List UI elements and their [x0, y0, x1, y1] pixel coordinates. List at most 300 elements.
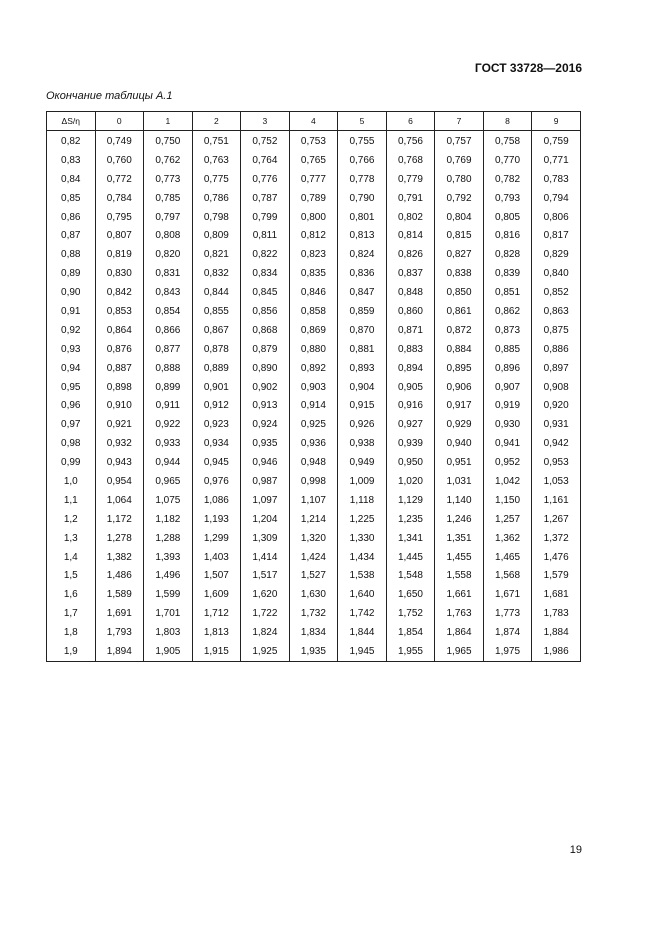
table-cell: 0,885 — [483, 340, 532, 359]
row-key-cell: 1,4 — [47, 548, 96, 567]
table-row — [47, 415, 581, 434]
table-cell: 1,650 — [386, 585, 435, 604]
table-row — [47, 264, 581, 283]
table-cell: 1,031 — [435, 472, 484, 491]
table-cell: 0,926 — [338, 415, 387, 434]
table-cell: 0,780 — [435, 170, 484, 189]
table-cell: 0,889 — [192, 359, 241, 378]
table-cell: 1,834 — [289, 623, 338, 642]
table-cell: 0,791 — [386, 189, 435, 208]
table-cell: 1,884 — [532, 623, 581, 642]
row-key-cell: 0,99 — [47, 453, 96, 472]
table-cell: 0,814 — [386, 226, 435, 245]
table-cell: 0,898 — [95, 378, 144, 397]
table-cell: 1,691 — [95, 604, 144, 623]
table-cell: 0,768 — [386, 151, 435, 170]
table-cell: 1,075 — [144, 491, 193, 510]
table-cell: 0,888 — [144, 359, 193, 378]
table-cell: 0,766 — [338, 151, 387, 170]
table-cell: 1,214 — [289, 510, 338, 529]
table-cell: 0,751 — [192, 131, 241, 151]
table-cell: 1,086 — [192, 491, 241, 510]
table-cell: 1,107 — [289, 491, 338, 510]
table-cell: 0,762 — [144, 151, 193, 170]
table-cell: 1,257 — [483, 510, 532, 529]
table-row — [47, 321, 581, 340]
table-cell: 0,824 — [338, 245, 387, 264]
table-cell: 1,538 — [338, 566, 387, 585]
table-cell: 0,821 — [192, 245, 241, 264]
column-header: 5 — [338, 112, 387, 131]
table-cell: 0,859 — [338, 302, 387, 321]
table-cell: 1,341 — [386, 529, 435, 548]
table-cell: 1,118 — [338, 491, 387, 510]
table-cell: 1,455 — [435, 548, 484, 567]
table-cell: 1,579 — [532, 566, 581, 585]
table-cell: 1,465 — [483, 548, 532, 567]
table-cell: 0,835 — [289, 264, 338, 283]
table-cell: 0,813 — [338, 226, 387, 245]
table-row — [47, 208, 581, 227]
table-cell: 1,393 — [144, 548, 193, 567]
table-cell: 1,609 — [192, 585, 241, 604]
table-cell: 0,924 — [241, 415, 290, 434]
data-table — [46, 111, 581, 662]
table-cell: 0,802 — [386, 208, 435, 227]
table-cell: 1,661 — [435, 585, 484, 604]
table-cell: 0,949 — [338, 453, 387, 472]
table-cell: 0,877 — [144, 340, 193, 359]
table-cell: 1,955 — [386, 642, 435, 661]
row-key-cell: 0,92 — [47, 321, 96, 340]
table-cell: 1,204 — [241, 510, 290, 529]
table-cell: 1,975 — [483, 642, 532, 661]
column-header: 6 — [386, 112, 435, 131]
table-cell: 0,785 — [144, 189, 193, 208]
row-key-cell: 0,86 — [47, 208, 96, 227]
table-cell: 0,792 — [435, 189, 484, 208]
table-cell: 1,945 — [338, 642, 387, 661]
table-cell: 0,948 — [289, 453, 338, 472]
table-cell: 0,941 — [483, 434, 532, 453]
table-cell: 0,871 — [386, 321, 435, 340]
table-cell: 0,847 — [338, 283, 387, 302]
table-cell: 1,925 — [241, 642, 290, 661]
table-cell: 0,875 — [532, 321, 581, 340]
table-cell: 1,182 — [144, 510, 193, 529]
table-cell: 1,434 — [338, 548, 387, 567]
table-cell: 0,812 — [289, 226, 338, 245]
table-cell: 1,330 — [338, 529, 387, 548]
table-cell: 0,998 — [289, 472, 338, 491]
table-cell: 1,712 — [192, 604, 241, 623]
table-cell: 1,752 — [386, 604, 435, 623]
table-cell: 0,805 — [483, 208, 532, 227]
table-cell: 0,838 — [435, 264, 484, 283]
table-row — [47, 623, 581, 642]
table-cell: 0,930 — [483, 415, 532, 434]
table-cell: 1,414 — [241, 548, 290, 567]
table-cell: 0,933 — [144, 434, 193, 453]
table-cell: 0,920 — [532, 396, 581, 415]
table-row — [47, 378, 581, 397]
table-cell: 0,950 — [386, 453, 435, 472]
table-cell: 0,840 — [532, 264, 581, 283]
table-cell: 0,816 — [483, 226, 532, 245]
row-key-cell: 1,7 — [47, 604, 96, 623]
table-cell: 0,905 — [386, 378, 435, 397]
table-cell: 0,831 — [144, 264, 193, 283]
table-cell: 0,756 — [386, 131, 435, 151]
table-cell: 0,903 — [289, 378, 338, 397]
table-row — [47, 302, 581, 321]
table-cell: 1,476 — [532, 548, 581, 567]
table-cell: 0,822 — [241, 245, 290, 264]
table-row — [47, 510, 581, 529]
table-cell: 1,278 — [95, 529, 144, 548]
table-cell: 0,868 — [241, 321, 290, 340]
table-cell: 1,362 — [483, 529, 532, 548]
table-cell: 0,904 — [338, 378, 387, 397]
table-cell: 0,848 — [386, 283, 435, 302]
table-cell: 0,870 — [338, 321, 387, 340]
table-cell: 0,873 — [483, 321, 532, 340]
table-cell: 0,778 — [338, 170, 387, 189]
table-cell: 0,799 — [241, 208, 290, 227]
table-cell: 0,925 — [289, 415, 338, 434]
table-cell: 0,915 — [338, 396, 387, 415]
table-cell: 0,853 — [95, 302, 144, 321]
table-cell: 0,823 — [289, 245, 338, 264]
table-cell: 0,944 — [144, 453, 193, 472]
table-cell: 1,965 — [435, 642, 484, 661]
table-cell: 0,892 — [289, 359, 338, 378]
row-key-cell: 0,91 — [47, 302, 96, 321]
table-cell: 1,235 — [386, 510, 435, 529]
table-cell: 0,942 — [532, 434, 581, 453]
table-cell: 0,945 — [192, 453, 241, 472]
table-cell: 0,752 — [241, 131, 290, 151]
table-cell: 1,496 — [144, 566, 193, 585]
table-cell: 0,801 — [338, 208, 387, 227]
table-cell: 0,851 — [483, 283, 532, 302]
table-body — [47, 131, 581, 662]
table-cell: 0,887 — [95, 359, 144, 378]
table-cell: 0,879 — [241, 340, 290, 359]
table-cell: 0,863 — [532, 302, 581, 321]
table-cell: 1,935 — [289, 642, 338, 661]
table-cell: 0,842 — [95, 283, 144, 302]
row-key-cell: 0,88 — [47, 245, 96, 264]
table-cell: 1,288 — [144, 529, 193, 548]
table-cell: 0,917 — [435, 396, 484, 415]
table-cell: 0,771 — [532, 151, 581, 170]
table-cell: 0,921 — [95, 415, 144, 434]
corner-header: ΔS/η — [47, 112, 96, 131]
table-cell: 1,267 — [532, 510, 581, 529]
table-cell: 1,793 — [95, 623, 144, 642]
table-cell: 0,935 — [241, 434, 290, 453]
row-key-cell: 0,94 — [47, 359, 96, 378]
table-row — [47, 529, 581, 548]
table-cell: 1,129 — [386, 491, 435, 510]
table-cell: 0,843 — [144, 283, 193, 302]
table-cell: 0,764 — [241, 151, 290, 170]
column-header: 1 — [144, 112, 193, 131]
table-cell: 1,671 — [483, 585, 532, 604]
table-cell: 0,880 — [289, 340, 338, 359]
table-cell: 1,986 — [532, 642, 581, 661]
table-cell: 0,798 — [192, 208, 241, 227]
table-row — [47, 283, 581, 302]
table-cell: 1,382 — [95, 548, 144, 567]
table-cell: 0,790 — [338, 189, 387, 208]
row-key-cell: 0,90 — [47, 283, 96, 302]
row-key-cell: 1,1 — [47, 491, 96, 510]
table-cell: 1,372 — [532, 529, 581, 548]
table-cell: 0,901 — [192, 378, 241, 397]
table-cell: 0,763 — [192, 151, 241, 170]
table-cell: 1,894 — [95, 642, 144, 661]
table-cell: 0,881 — [338, 340, 387, 359]
table-cell: 0,845 — [241, 283, 290, 302]
table-cell: 0,895 — [435, 359, 484, 378]
table-cell: 0,876 — [95, 340, 144, 359]
table-row — [47, 472, 581, 491]
table-cell: 0,908 — [532, 378, 581, 397]
table-cell: 0,854 — [144, 302, 193, 321]
table-cell: 0,934 — [192, 434, 241, 453]
table-cell: 0,855 — [192, 302, 241, 321]
row-key-cell: 0,93 — [47, 340, 96, 359]
table-cell: 0,953 — [532, 453, 581, 472]
table-cell: 0,965 — [144, 472, 193, 491]
table-cell: 1,620 — [241, 585, 290, 604]
table-cell: 0,927 — [386, 415, 435, 434]
table-cell: 0,894 — [386, 359, 435, 378]
table-cell: 0,786 — [192, 189, 241, 208]
table-cell: 0,951 — [435, 453, 484, 472]
row-key-cell: 0,85 — [47, 189, 96, 208]
table-cell: 0,806 — [532, 208, 581, 227]
table-cell: 1,225 — [338, 510, 387, 529]
table-cell: 0,819 — [95, 245, 144, 264]
row-key-cell: 1,3 — [47, 529, 96, 548]
table-cell: 0,758 — [483, 131, 532, 151]
row-key-cell: 0,95 — [47, 378, 96, 397]
table-cell: 0,943 — [95, 453, 144, 472]
table-cell: 0,760 — [95, 151, 144, 170]
table-row — [47, 585, 581, 604]
table-cell: 0,844 — [192, 283, 241, 302]
table-cell: 1,701 — [144, 604, 193, 623]
table-cell: 0,770 — [483, 151, 532, 170]
row-key-cell: 0,96 — [47, 396, 96, 415]
row-key-cell: 0,89 — [47, 264, 96, 283]
table-header-row — [47, 112, 581, 131]
table-cell: 0,862 — [483, 302, 532, 321]
table-cell: 1,803 — [144, 623, 193, 642]
table-cell: 0,782 — [483, 170, 532, 189]
table-row — [47, 170, 581, 189]
table-cell: 1,905 — [144, 642, 193, 661]
column-header: 3 — [241, 112, 290, 131]
page-number: 19 — [569, 844, 582, 856]
table-cell: 1,813 — [192, 623, 241, 642]
table-cell: 0,836 — [338, 264, 387, 283]
table-row — [47, 566, 581, 585]
table-row — [47, 189, 581, 208]
table-cell: 1,193 — [192, 510, 241, 529]
table-cell: 0,919 — [483, 396, 532, 415]
table-cell: 1,854 — [386, 623, 435, 642]
table-cell: 0,931 — [532, 415, 581, 434]
table-cell: 0,907 — [483, 378, 532, 397]
table-cell: 0,916 — [386, 396, 435, 415]
table-cell: 0,815 — [435, 226, 484, 245]
table-cell: 1,150 — [483, 491, 532, 510]
table-cell: 1,763 — [435, 604, 484, 623]
table-cell: 0,923 — [192, 415, 241, 434]
table-cell: 0,867 — [192, 321, 241, 340]
table-cell: 0,837 — [386, 264, 435, 283]
column-header: 0 — [95, 112, 144, 131]
table-cell: 0,861 — [435, 302, 484, 321]
table-cell: 0,827 — [435, 245, 484, 264]
table-cell: 1,161 — [532, 491, 581, 510]
row-key-cell: 1,5 — [47, 566, 96, 585]
table-cell: 0,878 — [192, 340, 241, 359]
table-cell: 1,915 — [192, 642, 241, 661]
table-cell: 1,783 — [532, 604, 581, 623]
table-cell: 1,172 — [95, 510, 144, 529]
table-row — [47, 548, 581, 567]
table-cell: 1,403 — [192, 548, 241, 567]
table-cell: 0,769 — [435, 151, 484, 170]
table-cell: 0,846 — [289, 283, 338, 302]
table-cell: 0,809 — [192, 226, 241, 245]
table-cell: 0,800 — [289, 208, 338, 227]
table-cell: 0,883 — [386, 340, 435, 359]
table-cell: 0,777 — [289, 170, 338, 189]
table-cell: 0,932 — [95, 434, 144, 453]
table-cell: 1,742 — [338, 604, 387, 623]
table-cell: 1,568 — [483, 566, 532, 585]
table-cell: 0,753 — [289, 131, 338, 151]
row-key-cell: 1,6 — [47, 585, 96, 604]
column-header: 9 — [532, 112, 581, 131]
table-cell: 0,826 — [386, 245, 435, 264]
table-cell: 1,246 — [435, 510, 484, 529]
row-key-cell: 0,98 — [47, 434, 96, 453]
table-cell: 0,839 — [483, 264, 532, 283]
table-cell: 1,020 — [386, 472, 435, 491]
table-row — [47, 491, 581, 510]
table-row — [47, 359, 581, 378]
table-cell: 0,864 — [95, 321, 144, 340]
table-row — [47, 642, 581, 661]
row-key-cell: 1,2 — [47, 510, 96, 529]
table-row — [47, 340, 581, 359]
column-header: 2 — [192, 112, 241, 131]
table-cell: 0,912 — [192, 396, 241, 415]
table-cell: 0,829 — [532, 245, 581, 264]
table-caption: Окончание таблицы А.1 — [46, 90, 173, 102]
table-cell: 1,732 — [289, 604, 338, 623]
table-cell: 0,795 — [95, 208, 144, 227]
row-key-cell: 0,83 — [47, 151, 96, 170]
table-cell: 1,599 — [144, 585, 193, 604]
table-row — [47, 131, 581, 151]
table-cell: 0,811 — [241, 226, 290, 245]
table-cell: 0,797 — [144, 208, 193, 227]
table-cell: 0,860 — [386, 302, 435, 321]
table-cell: 1,507 — [192, 566, 241, 585]
table-cell: 0,899 — [144, 378, 193, 397]
table-cell: 1,517 — [241, 566, 290, 585]
table-cell: 1,299 — [192, 529, 241, 548]
table-cell: 0,817 — [532, 226, 581, 245]
table-cell: 1,864 — [435, 623, 484, 642]
table-cell: 0,936 — [289, 434, 338, 453]
table-row — [47, 151, 581, 170]
table-cell: 0,872 — [435, 321, 484, 340]
table-cell: 1,309 — [241, 529, 290, 548]
table-row — [47, 604, 581, 623]
row-key-cell: 0,97 — [47, 415, 96, 434]
table-cell: 1,558 — [435, 566, 484, 585]
table-cell: 0,913 — [241, 396, 290, 415]
table-row — [47, 434, 581, 453]
table-cell: 0,779 — [386, 170, 435, 189]
table-cell: 0,757 — [435, 131, 484, 151]
table-cell: 0,783 — [532, 170, 581, 189]
table-cell: 1,042 — [483, 472, 532, 491]
table-cell: 1,424 — [289, 548, 338, 567]
table-cell: 0,793 — [483, 189, 532, 208]
table-cell: 0,820 — [144, 245, 193, 264]
table-cell: 1,009 — [338, 472, 387, 491]
table-cell: 1,722 — [241, 604, 290, 623]
table-cell: 1,681 — [532, 585, 581, 604]
table-cell: 1,140 — [435, 491, 484, 510]
table-cell: 0,922 — [144, 415, 193, 434]
table-cell: 1,445 — [386, 548, 435, 567]
table-cell: 0,910 — [95, 396, 144, 415]
table-cell: 1,064 — [95, 491, 144, 510]
table-cell: 1,527 — [289, 566, 338, 585]
table-cell: 0,775 — [192, 170, 241, 189]
table-cell: 0,893 — [338, 359, 387, 378]
table-cell: 0,897 — [532, 359, 581, 378]
table-cell: 0,807 — [95, 226, 144, 245]
table-cell: 0,886 — [532, 340, 581, 359]
table-cell: 0,987 — [241, 472, 290, 491]
row-key-cell: 0,84 — [47, 170, 96, 189]
table-row — [47, 226, 581, 245]
table-cell: 0,755 — [338, 131, 387, 151]
table-cell: 1,844 — [338, 623, 387, 642]
row-key-cell: 1,9 — [47, 642, 96, 661]
table-cell: 0,858 — [289, 302, 338, 321]
table-cell: 0,911 — [144, 396, 193, 415]
table-cell: 1,640 — [338, 585, 387, 604]
table-cell: 1,320 — [289, 529, 338, 548]
table-row — [47, 453, 581, 472]
table-cell: 0,852 — [532, 283, 581, 302]
table-cell: 0,832 — [192, 264, 241, 283]
table-cell: 1,548 — [386, 566, 435, 585]
